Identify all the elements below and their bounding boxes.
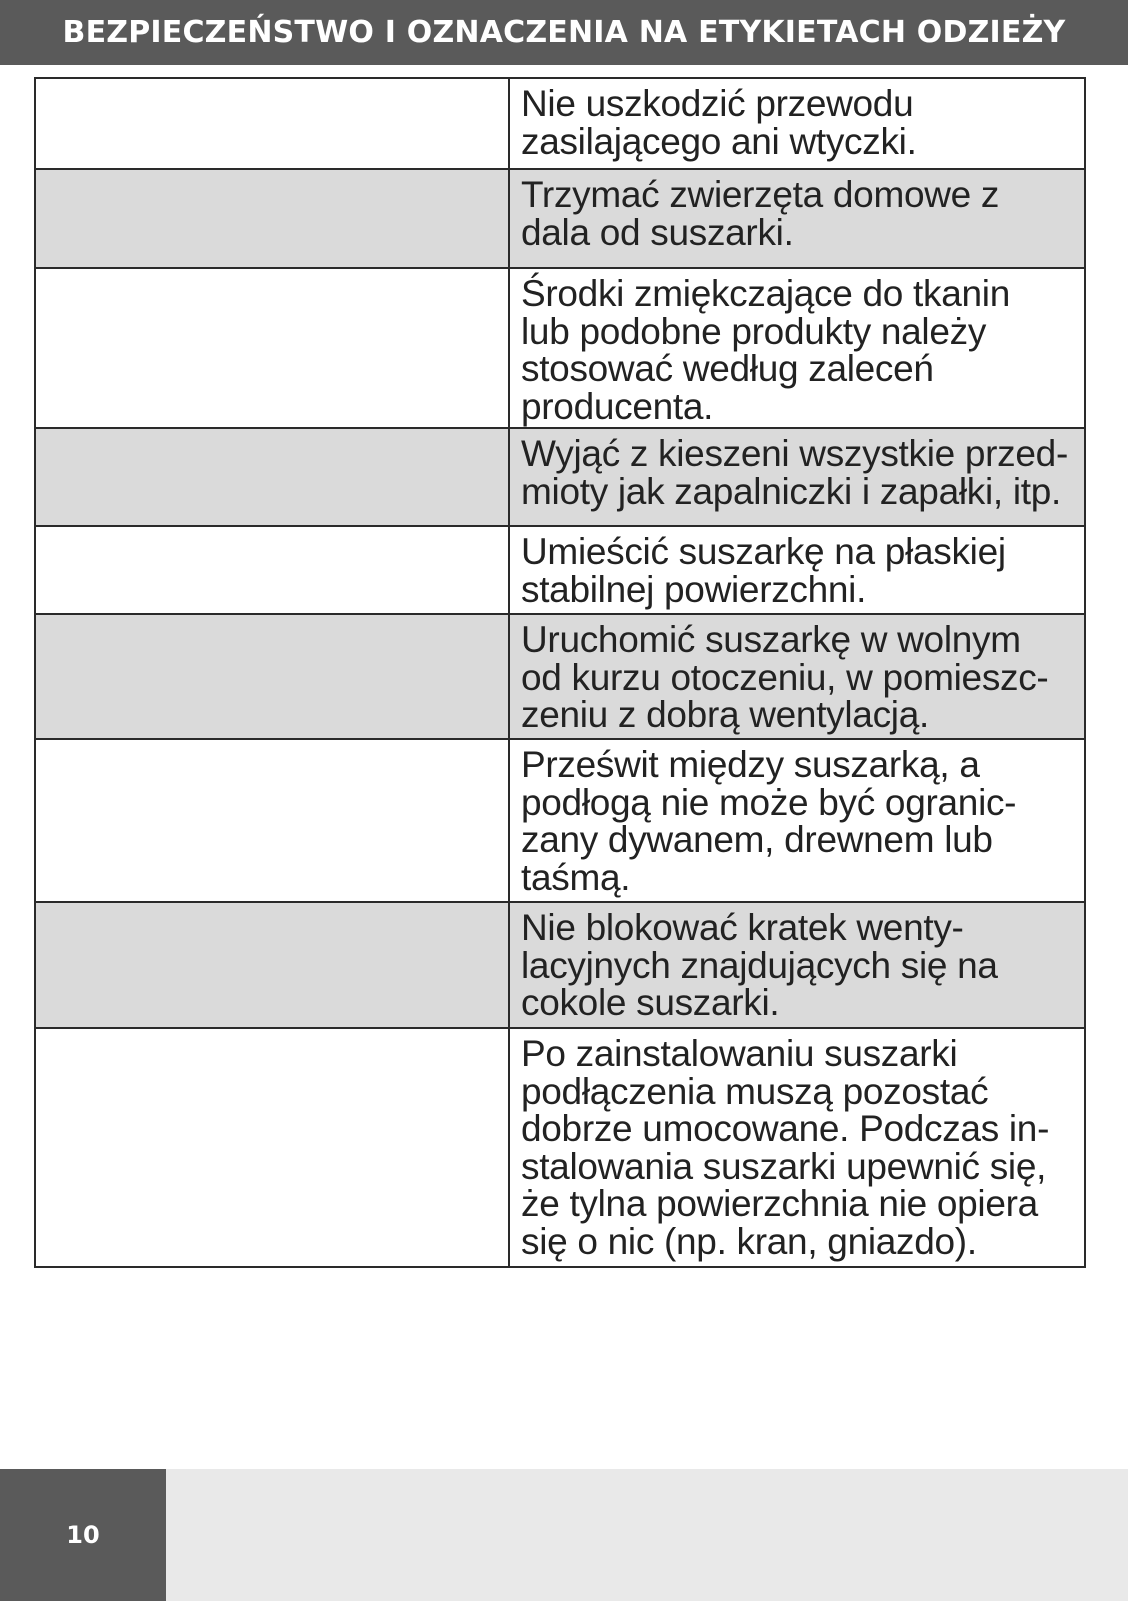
table-row xyxy=(35,169,1085,268)
row-text: Nie uszkodzić przewodu zasilającego ani wtyczki. xyxy=(509,78,1085,169)
page-title: BEZPIECZEŃSTWO I OZNACZENIA NA ETYKIETACH ODZIEŻY xyxy=(62,15,1066,50)
row-text: Trzymać zwierzęta domowe z dala od suszarki. xyxy=(509,169,1085,268)
row-text: Wyjąć z kieszeni wszystkie przed- mioty jak zapalniczki i zapałki, itp. xyxy=(509,428,1085,526)
row-text: Po zainstalowaniu suszarki podłączenia muszą pozostać dobrze umocowane. Podczas in- stalowania suszarki upewnić się, że tylna powierzchnia nie opiera się o nic (np. kran, gniazdo). xyxy=(509,1028,1085,1267)
table-row xyxy=(35,78,1085,169)
icon-cell xyxy=(35,1028,509,1267)
row-text: Nie blokować kratek wenty- lacyjnych znajdujących się na cokole suszarki. xyxy=(509,902,1085,1028)
icon-cell xyxy=(35,268,509,428)
icon-cell xyxy=(35,169,509,268)
icon-cell xyxy=(35,526,509,614)
table-row xyxy=(35,268,1085,428)
icon-cell xyxy=(35,739,509,902)
row-text: Prześwit między suszarką, a podłogą nie może być ogranic- zany dywanem, drewnem lub taśmą. xyxy=(509,739,1085,902)
row-text: Umieścić suszarkę na płaskiej stabilnej powierzchni. xyxy=(509,526,1085,614)
icon-cell xyxy=(35,428,509,526)
safety-table xyxy=(34,77,1086,1268)
icon-cell xyxy=(35,902,509,1028)
icon-cell xyxy=(35,614,509,739)
table-row xyxy=(35,428,1085,526)
row-text: Środki zmiękczające do tkanin lub podobne produkty należy stosować według zaleceń producenta. xyxy=(509,268,1085,428)
icon-cell xyxy=(35,78,509,169)
page-number: 10 xyxy=(66,1521,100,1549)
footer-bar xyxy=(0,1469,1128,1601)
table-row xyxy=(35,526,1085,614)
table-row xyxy=(35,902,1085,1028)
table-row xyxy=(35,739,1085,902)
row-text: Uruchomić suszarkę w wolnym od kurzu otoczeniu, w pomieszc- zeniu z dobrą wentylacją. xyxy=(509,614,1085,739)
table-row xyxy=(35,614,1085,739)
table-row xyxy=(35,1028,1085,1267)
page-header xyxy=(0,0,1128,65)
page-number-box xyxy=(0,1469,166,1601)
